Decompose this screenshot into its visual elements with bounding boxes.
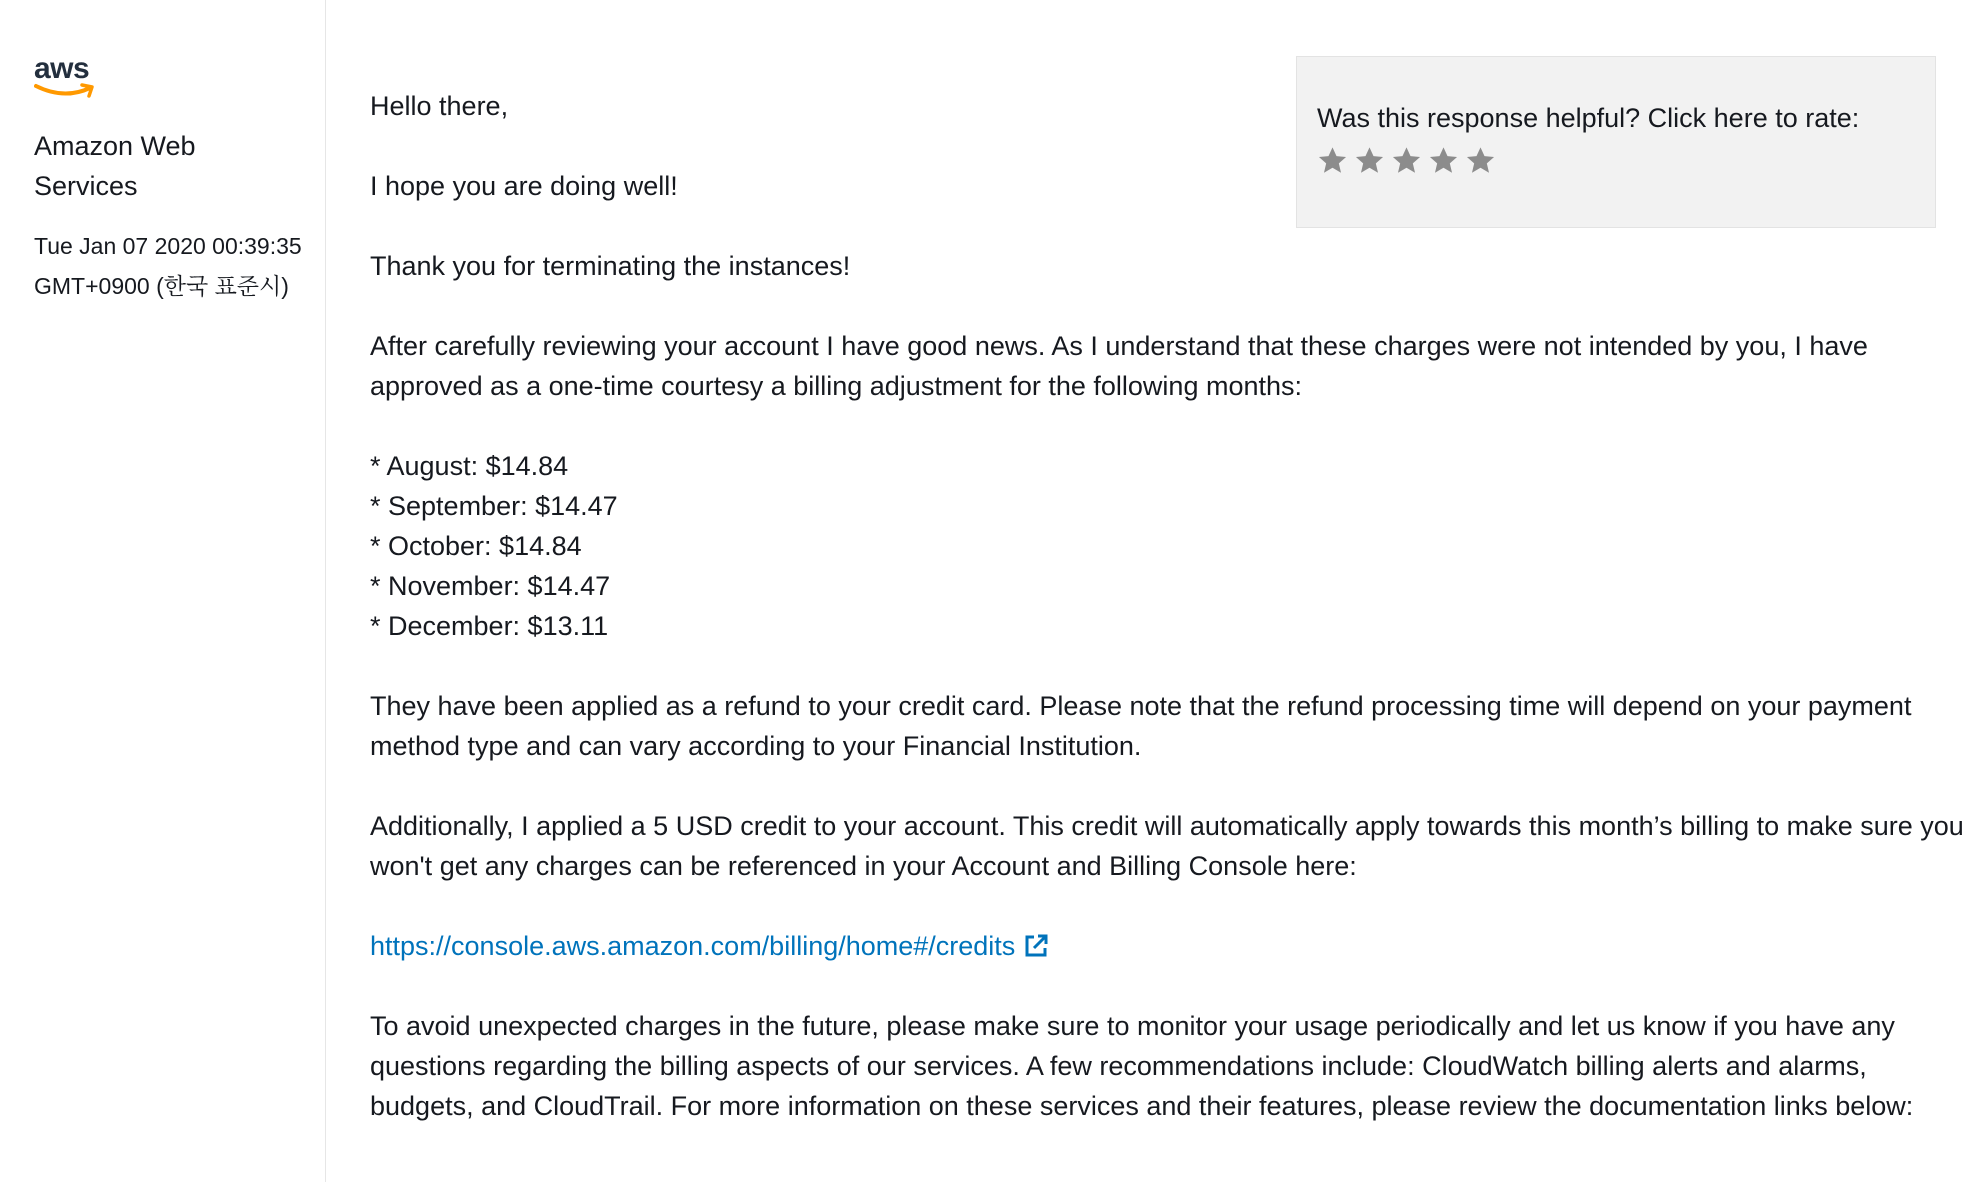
credits-link[interactable]: https://console.aws.amazon.com/billing/home#/credits xyxy=(370,931,1016,961)
list-item: * November: $14.47 xyxy=(370,571,611,601)
message-paragraph: Additionally, I applied a 5 USD credit to your account. This credit will automatically apply towards this month’s billing to make sure you won't get any charges can be referenced in your Account and Billing Console here: xyxy=(370,811,1964,881)
aws-logo-text: aws xyxy=(34,52,90,85)
adjustment-list xyxy=(370,446,1970,646)
aws-logo xyxy=(34,54,98,100)
sender-sidebar xyxy=(0,0,326,1182)
message-paragraph: I hope you are doing well! xyxy=(370,171,678,201)
message-timestamp: Tue Jan 07 2020 00:39:35 GMT+0900 (한국 표준시) xyxy=(34,233,302,299)
credits-link-paragraph xyxy=(370,926,1970,966)
aws-smile-icon xyxy=(34,82,96,100)
sender-name: Amazon Web Services xyxy=(34,131,196,201)
message-body xyxy=(370,86,1970,1166)
list-item: * October: $14.84 xyxy=(370,531,582,561)
message-paragraph: They have been applied as a refund to your credit card. Please note that the refund processing time will depend on your payment method type and can vary according to your Financial Institution. xyxy=(370,691,1912,761)
list-item: * August: $14.84 xyxy=(370,451,569,481)
greeting: Hello there, xyxy=(370,91,509,121)
list-item: * December: $13.11 xyxy=(370,611,609,641)
message-paragraph: Thank you for terminating the instances! xyxy=(370,251,851,281)
message-paragraph: After carefully reviewing your account I have good news. As I understand that these charges were not intended by you, I have approved as a one-time courtesy a billing adjustment for the following months: xyxy=(370,331,1868,401)
message-paragraph: To avoid unexpected charges in the future, please make sure to monitor your usage periodically and let us know if you have any questions regarding the billing aspects of our services. A few recommendations include: CloudWatch billing alerts and alarms, budgets, and CloudTrail. For more information on these services and their features, please review the documentation links below: xyxy=(370,1011,1914,1121)
external-link-icon[interactable] xyxy=(1023,933,1049,959)
list-item: * September: $14.47 xyxy=(370,491,618,521)
rating-prompt[interactable]: Was this response helpful? Click here to rate: xyxy=(1317,103,1860,133)
